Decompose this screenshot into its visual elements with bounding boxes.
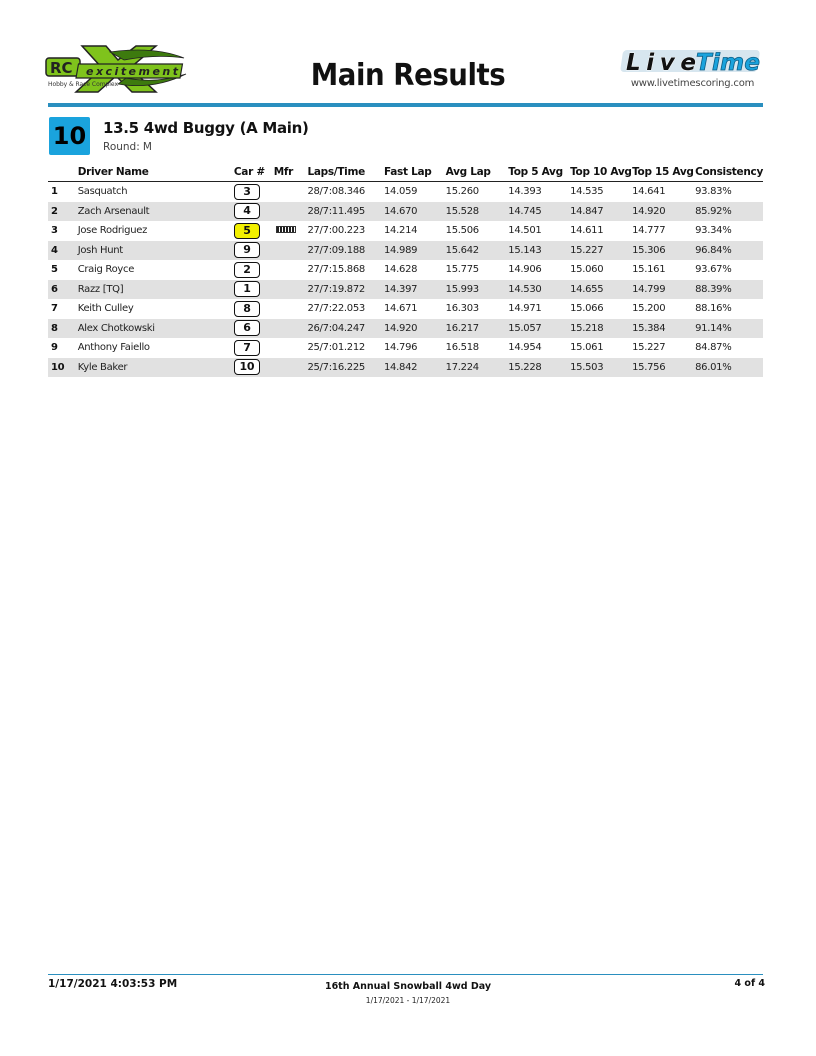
top10-avg-cell: 15.066: [570, 303, 604, 315]
consistency-cell: 96.84%: [695, 241, 763, 261]
top5-avg-cell: 14.971: [508, 303, 542, 315]
table-row: [48, 221, 763, 241]
table-row: [48, 338, 763, 358]
car-number-cell: [234, 182, 274, 202]
laps-time-cell: 27/7:15.868: [307, 264, 365, 276]
top15-avg-cell: 15.227: [632, 342, 666, 354]
col-laps-time: Laps/Time: [307, 162, 384, 182]
laps-time-cell: 28/7:11.495: [307, 202, 384, 222]
results-header-row: [48, 162, 763, 182]
car-number-badge: 6: [234, 320, 260, 336]
fast-lap-cell: 14.671: [384, 303, 418, 315]
avg-lap-cell: 15.775: [445, 264, 479, 276]
car-number-badge: 3: [234, 184, 260, 200]
table-row: [48, 260, 763, 280]
car-number-badge: 10: [234, 359, 260, 375]
avg-lap-cell: 15.260: [445, 186, 479, 198]
car-number-badge: 8: [234, 301, 260, 317]
fast-lap-cell: 14.670: [384, 202, 446, 222]
position-cell: 2: [48, 202, 78, 222]
consistency-cell: 93.67%: [695, 264, 732, 276]
consistency-cell: 84.87%: [695, 342, 732, 354]
driver-name-cell: Sasquatch: [77, 186, 128, 198]
car-number-badge: 1: [234, 281, 260, 297]
position-cell: 5: [51, 264, 58, 276]
svg-text:Time: Time: [696, 50, 760, 76]
car-number-cell: [234, 221, 274, 241]
event-date-range: 1/17/2021 - 1/17/2021: [365, 996, 451, 1005]
fast-lap-cell: 14.059: [384, 186, 418, 198]
top10-avg-cell: 14.847: [570, 202, 632, 222]
livetime-logo: [620, 44, 765, 78]
consistency-cell: 91.14%: [695, 319, 763, 339]
svg-text:Live: Live: [626, 50, 696, 76]
laps-time-cell: 27/7:19.872: [307, 280, 384, 300]
top10-avg-cell: 14.535: [570, 186, 604, 198]
car-number-badge: 4: [234, 203, 260, 219]
avg-lap-cell: 15.642: [446, 241, 509, 261]
top15-avg-cell: 15.756: [632, 358, 695, 378]
manufacturer-logo-icon: [276, 226, 296, 233]
race-number-badge: 10: [49, 117, 90, 155]
driver-name-cell: Alex Chotkowski: [78, 319, 234, 339]
position-cell: 1: [51, 186, 58, 198]
top10-avg-cell: 15.060: [570, 264, 604, 276]
fast-lap-cell: 14.397: [384, 280, 446, 300]
car-number-badge: 2: [234, 262, 260, 278]
col-position: [48, 162, 78, 182]
top10-avg-cell: 15.218: [570, 319, 632, 339]
car-number-badge: 9: [234, 242, 260, 258]
avg-lap-cell: 16.217: [446, 319, 509, 339]
top15-avg-cell: 14.641: [632, 186, 666, 198]
col-avg-lap: Avg Lap: [446, 162, 509, 182]
avg-lap-cell: 15.528: [446, 202, 509, 222]
top15-avg-cell: 15.306: [632, 241, 695, 261]
consistency-cell: 88.39%: [695, 280, 763, 300]
top15-avg-cell: 14.799: [632, 280, 695, 300]
event-name: 16th Annual Snowball 4wd Day: [324, 981, 492, 992]
driver-name-cell: Josh Hunt: [78, 241, 234, 261]
avg-lap-cell: 15.506: [445, 225, 479, 237]
table-row: [48, 202, 763, 222]
car-number-badge: 7: [234, 340, 260, 356]
footer-divider: [48, 974, 763, 975]
top5-avg-cell: 14.501: [508, 225, 542, 237]
driver-name-cell: Anthony Faiello: [77, 342, 150, 354]
mfr-cell: [274, 182, 308, 202]
race-name: 13.5 4wd Buggy (A Main): [103, 119, 309, 137]
page-number: 4 of 4: [734, 978, 765, 989]
mfr-cell: [274, 280, 308, 300]
round-label: Round:: [103, 141, 140, 153]
top10-avg-cell: 14.611: [570, 225, 604, 237]
table-row: [48, 319, 763, 339]
car-number-cell: [234, 260, 274, 280]
top10-avg-cell: 15.227: [570, 241, 632, 261]
col-fast-lap: Fast Lap: [384, 162, 446, 182]
table-row: [48, 358, 763, 378]
livetime-url: www.livetimescoring.com: [630, 78, 755, 89]
top10-avg-cell: 14.655: [570, 280, 632, 300]
consistency-cell: 85.92%: [695, 202, 763, 222]
mfr-cell: [274, 260, 308, 280]
position-cell: 7: [51, 303, 58, 315]
col-mfr: Mfr: [274, 162, 308, 182]
col-top5-avg: Top 5 Avg: [508, 162, 570, 182]
avg-lap-cell: 17.224: [446, 358, 509, 378]
avg-lap-cell: 15.993: [446, 280, 509, 300]
svg-text:RC: RC: [50, 59, 73, 77]
table-row: [48, 299, 763, 319]
top5-avg-cell: 14.954: [508, 342, 542, 354]
position-cell: 4: [48, 241, 78, 261]
page-title: Main Results: [310, 58, 506, 93]
col-car-number: Car #: [234, 162, 274, 182]
top15-avg-cell: 15.384: [632, 319, 695, 339]
driver-name-cell: Kyle Baker: [78, 358, 234, 378]
laps-time-cell: 25/7:16.225: [307, 358, 384, 378]
col-top10-avg: Top 10 Avg: [570, 162, 632, 182]
laps-time-cell: 27/7:22.053: [307, 303, 365, 315]
top5-avg-cell: 15.143: [508, 241, 570, 261]
col-consistency: Consistency: [695, 162, 763, 182]
top5-avg-cell: 14.745: [508, 202, 570, 222]
car-number-cell: [234, 280, 274, 300]
mfr-cell: [274, 221, 308, 241]
round-value: M: [142, 141, 152, 153]
consistency-cell: 88.16%: [695, 303, 732, 315]
fast-lap-cell: 14.796: [384, 342, 418, 354]
mfr-cell: [274, 358, 308, 378]
car-number-cell: [234, 299, 274, 319]
table-row: [48, 182, 763, 202]
top15-avg-cell: 14.777: [632, 225, 666, 237]
consistency-cell: 93.34%: [695, 225, 732, 237]
fast-lap-cell: 14.920: [384, 319, 446, 339]
top10-avg-cell: 15.503: [570, 358, 632, 378]
fast-lap-cell: 14.989: [384, 241, 446, 261]
car-number-cell: [234, 202, 274, 222]
driver-name-cell: Razz [TQ]: [78, 280, 234, 300]
mfr-cell: [274, 319, 308, 339]
position-cell: 8: [48, 319, 78, 339]
car-number-cell: [234, 241, 274, 261]
consistency-cell: 86.01%: [695, 358, 763, 378]
position-cell: 9: [51, 342, 58, 354]
top15-avg-cell: 15.161: [632, 264, 666, 276]
round-info: [103, 141, 152, 153]
top5-avg-cell: 15.057: [508, 319, 570, 339]
position-cell: 10: [48, 358, 78, 378]
driver-name-cell: Craig Royce: [77, 264, 135, 276]
driver-name-cell: Keith Culley: [77, 303, 134, 315]
table-row: [48, 280, 763, 300]
mfr-cell: [274, 202, 308, 222]
mfr-cell: [274, 241, 308, 261]
car-number-cell: [234, 338, 274, 358]
laps-time-cell: 28/7:08.346: [307, 186, 365, 198]
mfr-cell: [274, 338, 308, 358]
fast-lap-cell: 14.628: [384, 264, 418, 276]
top5-avg-cell: 14.906: [508, 264, 542, 276]
results-table: [48, 162, 763, 377]
position-cell: 6: [48, 280, 78, 300]
top15-avg-cell: 15.200: [632, 303, 666, 315]
fast-lap-cell: 14.842: [384, 358, 446, 378]
fast-lap-cell: 14.214: [384, 225, 418, 237]
car-number-cell: [234, 319, 274, 339]
svg-text:excitement: excitement: [86, 65, 178, 78]
col-driver-name: Driver Name: [78, 162, 234, 182]
laps-time-cell: 26/7:04.247: [307, 319, 384, 339]
avg-lap-cell: 16.518: [445, 342, 479, 354]
car-number-cell: [234, 358, 274, 378]
printed-timestamp: 1/17/2021 4:03:53 PM: [48, 978, 178, 990]
position-cell: 3: [51, 225, 58, 237]
svg-text:Hobby & Race Complex: Hobby & Race Complex: [48, 81, 118, 88]
laps-time-cell: 27/7:09.188: [307, 241, 384, 261]
top15-avg-cell: 14.920: [632, 202, 695, 222]
top5-avg-cell: 14.530: [508, 280, 570, 300]
laps-time-cell: 25/7:01.212: [307, 342, 365, 354]
consistency-cell: 93.83%: [695, 186, 732, 198]
header-divider: [48, 103, 763, 107]
driver-name-cell: Jose Rodriguez: [77, 225, 148, 237]
avg-lap-cell: 16.303: [445, 303, 479, 315]
driver-name-cell: Zach Arsenault: [78, 202, 234, 222]
top5-avg-cell: 15.228: [508, 358, 570, 378]
col-top15-avg: Top 15 Avg: [632, 162, 695, 182]
top10-avg-cell: 15.061: [570, 342, 604, 354]
laps-time-cell: 27/7:00.223: [307, 225, 365, 237]
top5-avg-cell: 14.393: [508, 186, 542, 198]
car-number-badge: 5: [234, 223, 260, 239]
table-row: [48, 241, 763, 261]
mfr-cell: [274, 299, 308, 319]
